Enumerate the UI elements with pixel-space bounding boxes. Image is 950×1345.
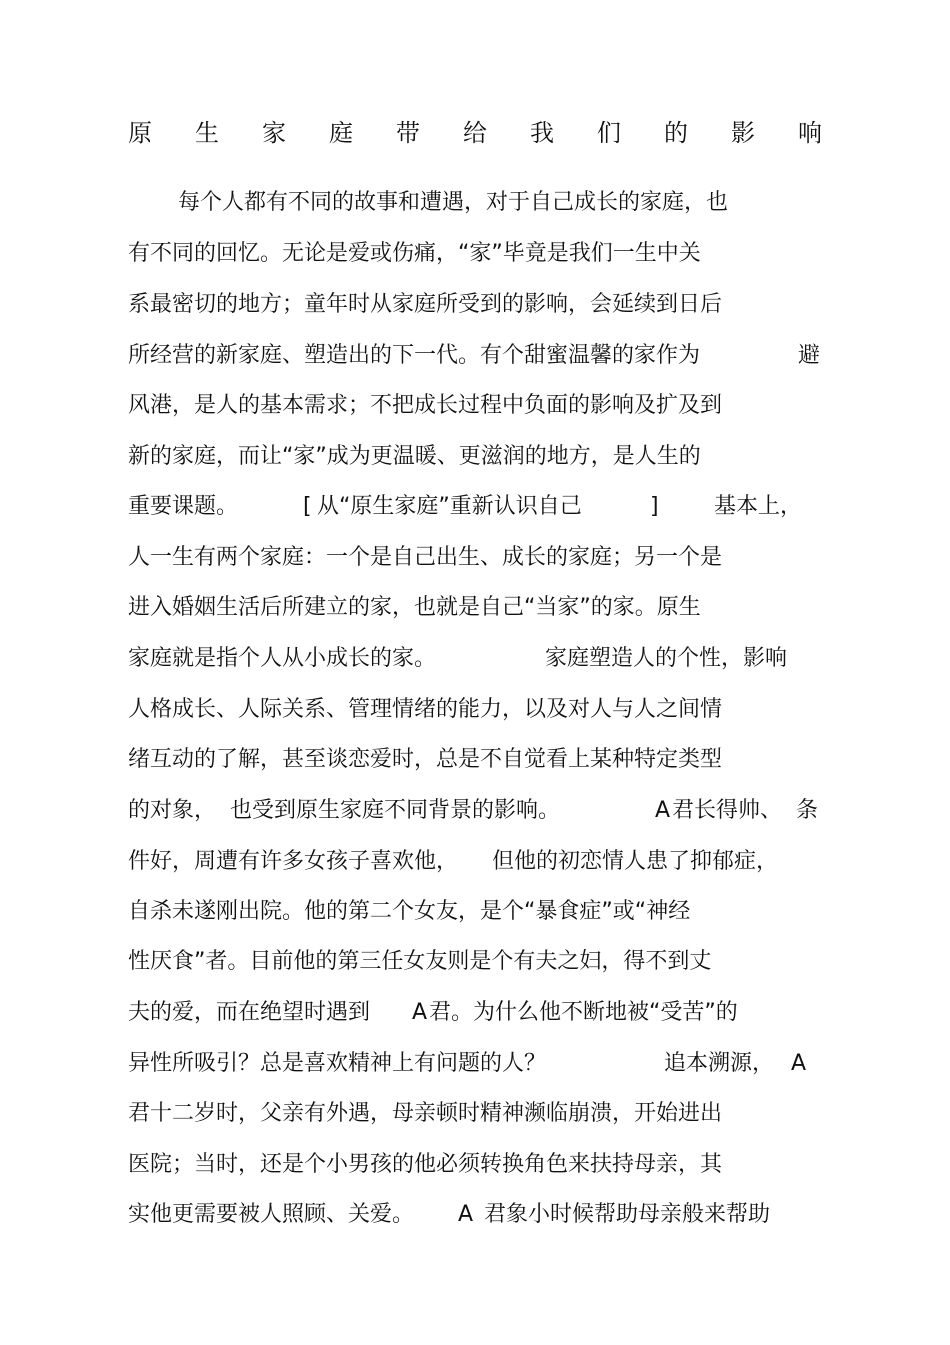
text-line: 的对象， 也受到原生家庭不同背景的影响。	[128, 798, 560, 823]
text-line: 君十二岁时，父亲有外遇，母亲顿时精神濒临崩溃，开始进出	[128, 1101, 723, 1126]
document-title	[128, 116, 822, 150]
text-segment: ]	[650, 494, 659, 519]
text-line: 重要课题。	[128, 494, 239, 519]
text-segment: 但他的初恋情人患了抑郁症，	[492, 849, 779, 874]
title-char: 庭	[329, 119, 353, 147]
text-line: 所经营的新家庭、塑造出的下一代。有个甜蜜温馨的家作为	[128, 343, 701, 368]
text-line: 性厌食”者。目前他的第三任女友则是个有夫之妇，得不到丈	[128, 949, 712, 974]
text-line: 进入婚姻生活后所建立的家，也就是自己“当家”的家。原生	[128, 595, 701, 620]
title-char: 影	[731, 119, 755, 147]
text-segment: 家庭塑造人的个性，影响	[545, 646, 788, 671]
title-char: 生	[195, 119, 219, 147]
title-char: 的	[664, 119, 688, 147]
text-line: 新的家庭，而让“家”成为更温暖、更滋润的地方，是人生的	[128, 444, 701, 469]
text-line: 风港，是人的基本需求；不把成长过程中负面的影响及扩及到	[128, 393, 723, 418]
text-line: 人一生有两个家庭：一个是自己出生、成长的家庭；另一个是	[128, 545, 723, 570]
text-line: 实他更需要被人照顾、关爱。	[128, 1202, 415, 1227]
title-char: 家	[262, 119, 286, 147]
text-line: 自杀未遂刚出院。他的第二个女友，是个“暴食症”或“神经	[128, 899, 691, 924]
text-line: 异性所吸引？总是喜欢精神上有问题的人？	[128, 1051, 547, 1076]
text-segment: 君长得帅、 条	[672, 798, 818, 823]
text-line: 件好，周遭有许多女孩子喜欢他，	[128, 849, 459, 874]
text-segment: 君象小时候帮助母亲般来帮助	[484, 1202, 771, 1227]
text-line: 系最密切的地方；童年时从家庭所受到的影响，会延续到日后	[128, 292, 723, 317]
title-char: 们	[597, 119, 621, 147]
title-char: 响	[798, 119, 822, 147]
text-segment: A	[458, 1202, 474, 1227]
text-segment: 追本溯源，	[664, 1051, 775, 1076]
text-line: 家庭就是指个人从小成长的家。	[128, 646, 437, 671]
text-line: 人格成长、人际关系、管理情绪的能力，以及对人与人之间情	[128, 697, 723, 722]
text-line: 夫的爱，而在绝望时遇到	[128, 1000, 371, 1025]
text-segment: 基本上，	[714, 494, 803, 519]
text-segment: A	[412, 1000, 428, 1025]
text-segment: [	[303, 494, 312, 519]
title-char: 给	[463, 119, 487, 147]
text-line: 有不同的回忆。无论是爱或伤痛，“家”毕竟是我们一生中关	[128, 241, 701, 266]
text-line: 绪互动的了解，甚至谈恋爱时，总是不自觉看上某种特定类型	[128, 747, 723, 772]
text-segment: 从“原生家庭”重新认识自己	[317, 494, 582, 519]
text-line: 医院；当时，还是个小男孩的他必须转换角色来扶持母亲，其	[128, 1152, 723, 1177]
title-char: 原	[128, 119, 152, 147]
text-segment: 避	[798, 343, 821, 368]
text-segment: A	[791, 1051, 807, 1076]
text-segment: A	[655, 798, 671, 823]
text-segment: 君。为什么他不断地被“受苦”的	[429, 1000, 738, 1025]
title-char: 我	[530, 119, 554, 147]
text-line: 每个人都有不同的故事和遭遇，对于自己成长的家庭，也	[178, 190, 729, 215]
title-char: 带	[396, 119, 420, 147]
